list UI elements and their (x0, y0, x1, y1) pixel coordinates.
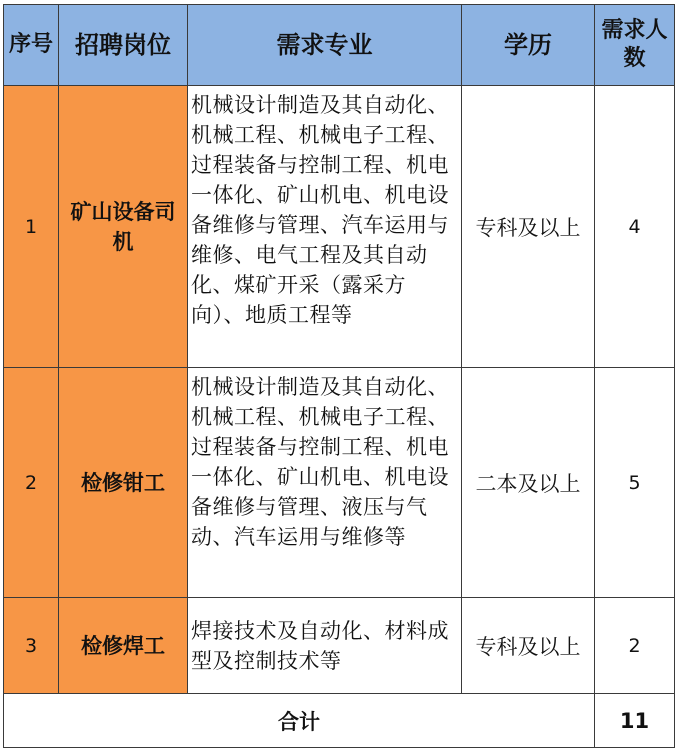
header-major: 需求专业 (188, 5, 462, 86)
table-row (4, 598, 675, 694)
header-index: 序号 (4, 5, 59, 86)
header-row (4, 5, 675, 86)
recruitment-table (3, 4, 675, 748)
row-count: 4 (595, 86, 675, 368)
row-position: 矿山设备司机 (59, 86, 188, 368)
total-row (4, 694, 675, 748)
row-position: 检修钳工 (59, 368, 188, 598)
row-index: 3 (4, 598, 59, 694)
table-row (4, 368, 675, 598)
total-value: 11 (595, 694, 675, 748)
row-education: 专科及以上 (462, 86, 595, 368)
total-label: 合计 (4, 694, 595, 748)
row-count: 5 (595, 368, 675, 598)
header-count: 需求人数 (595, 5, 675, 86)
row-education: 二本及以上 (462, 368, 595, 598)
row-count: 2 (595, 598, 675, 694)
row-index: 1 (4, 86, 59, 368)
row-education: 专科及以上 (462, 598, 595, 694)
row-major: 机械设计制造及其自动化、机械工程、机械电子工程、过程装备与控制工程、机电一体化、矿山机电、机电设备维修与管理、汽车运用与维修、电气工程及其自动化、煤矿开采（露采方向）、地质工程等 (188, 86, 462, 368)
row-major: 机械设计制造及其自动化、机械工程、机械电子工程、过程装备与控制工程、机电一体化、矿山机电、机电设备维修与管理、液压与气动、汽车运用与维修等 (188, 368, 462, 598)
table-row (4, 86, 675, 368)
row-position: 检修焊工 (59, 598, 188, 694)
header-position: 招聘岗位 (59, 5, 188, 86)
header-education: 学历 (462, 5, 595, 86)
row-major: 焊接技术及自动化、材料成型及控制技术等 (188, 598, 462, 694)
row-index: 2 (4, 368, 59, 598)
